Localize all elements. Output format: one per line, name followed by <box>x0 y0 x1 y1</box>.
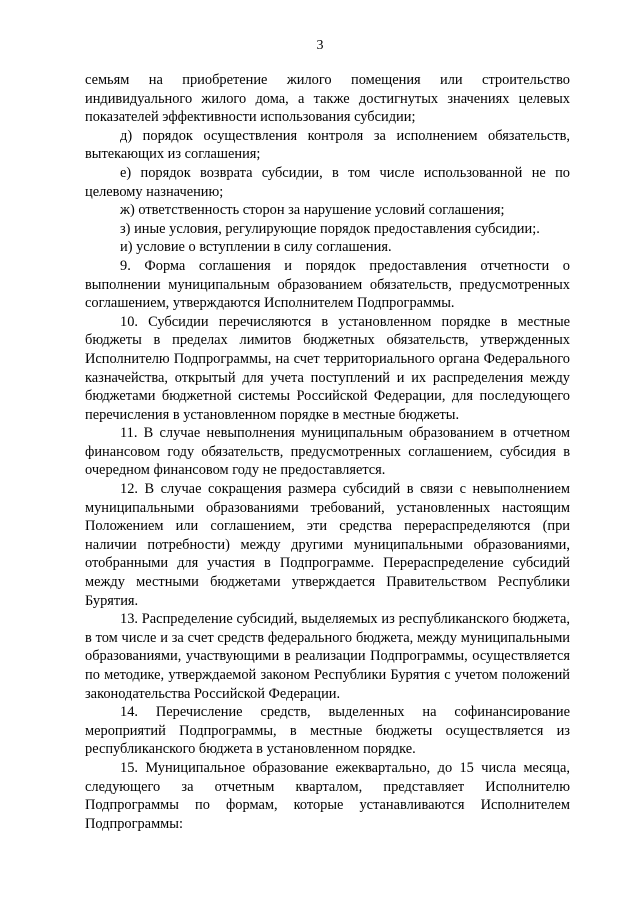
paragraph-12: 12. В случае сокращения размера субсидий в связи с невыполнением муниципальными образованиями требований, установленных настоящим Положением или соглашением, эти средства перераспределяются (при наличии потребности) между другими муниципальными образованиями, отобранными для участия в Подпрограмме. Перераспределение субсидий между местными бюджетами утверждается Правительством Республики Бурятия. <box>85 481 570 609</box>
paragraph-item-d: д) порядок осуществления контроля за исполнением обязательств, вытекающих из соглашения; <box>85 127 570 163</box>
paragraph-item-e: е) порядок возврата субсидии, в том числе использованной не по целевому назначению; <box>85 164 570 200</box>
paragraph-item-zh: ж) ответственность сторон за нарушение условий соглашения; <box>120 202 505 219</box>
paragraph-item-i: и) условие о вступлении в силу соглашения. <box>120 239 392 256</box>
paragraph-15: 15. Муниципальное образование ежеквартально, до 15 числа месяца, следующего за отчетным кварталом, представляет Исполнителю Подпрограммы по формам, которые устанавливаются Исполнителем Подпрограммы: <box>85 759 570 832</box>
document-body <box>85 71 570 833</box>
paragraph-10: 10. Субсидии перечисляются в установленном порядке в местные бюджеты в пределах лимитов бюджетных обязательств, утвержденных Исполнителю Подпрограммы, на счет территориального органа Федерального казначейства, открытый для учета поступлений и их распределения между бюджетами бюджетной системы Российской Федерации, для последующего перечисления в установленном порядке в местные бюджеты. <box>85 313 570 423</box>
paragraph-continuation: семьям на приобретение жилого помещения или строительство индивидуального жилого дома, а также достигнутых значениях целевых показателей эффективности использования субсидии; <box>85 72 570 126</box>
paragraph-11: 11. В случае невыполнения муниципальным образованием в отчетном финансовом году обязательств, предусмотренных соглашением, субсидия в очередном финансовом году не предоставляется. <box>85 425 570 479</box>
paragraph-13: 13. Распределение субсидий, выделяемых из республиканского бюджета, в том числе и за счет средств федерального бюджета, между муниципальными образованиями, участвующими в реализации Подпрограммы, осуществляется по методике, утверждаемой законом Республики Бурятия с учетом положений законодательства Российской Федерации. <box>85 611 570 702</box>
paragraph-14: 14. Перечисление средств, выделенных на софинансирование мероприятий Подпрограммы, в местные бюджеты осуществляется из республиканского бюджета в установленном порядке. <box>85 704 570 758</box>
paragraph-9: 9. Форма соглашения и порядок предоставления отчетности о выполнении муниципальным образованием обязательств, предусмотренных соглашением, утверждаются Исполнителем Подпрограммы. <box>85 257 570 312</box>
paragraph-item-z: з) иные условия, регулирующие порядок предоставления субсидии;. <box>120 220 540 237</box>
page-number: 3 <box>316 38 324 53</box>
